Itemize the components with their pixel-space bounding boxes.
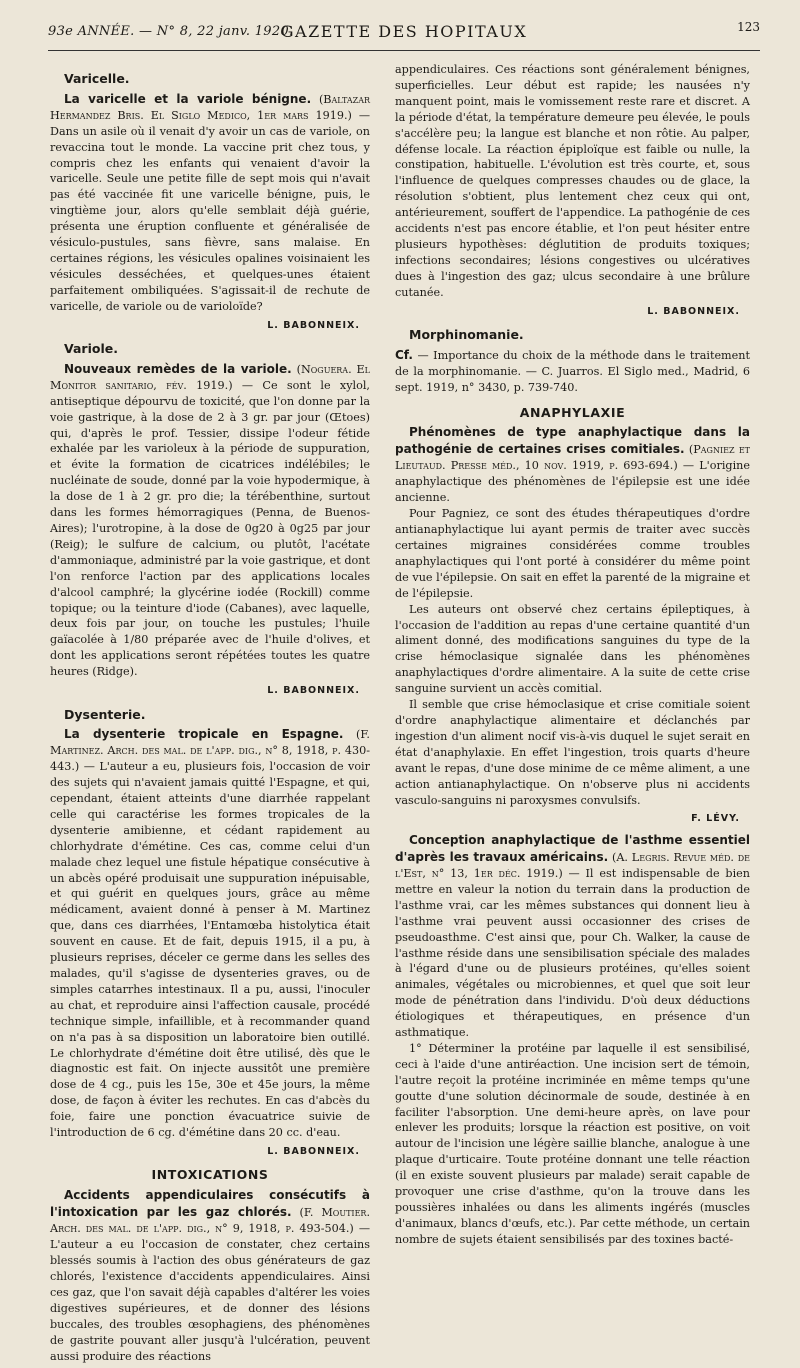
article-variole [50,361,370,680]
section-title-morphinomanie: Morphinomanie. [409,327,524,343]
article-paragraph: Il semble que crise hémoclasique et crise comitiale soient d'ordre anaphylactique alimentaire et déclanchés par ingestion d'un aliment nocif vis-à-vis duquel le sujet serait en état d'anaphylaxie. En effet l'ingestion, trois quarts d'heure avant le repas, d'une dose minime de ce même aliment, a une action antianaphylactique. On n'observe plus ni accidents vasculo-sanguins ni paroxysmes convulsifs. [395,698,750,807]
article-lead: Nouveaux remèdes de la variole. [64,361,292,376]
article-dysenterie [50,726,370,1141]
cf-entry [395,347,750,396]
article-lead: La dysenterie tropicale en Espagne. [64,727,344,742]
page-number: 123 [737,20,760,34]
article-reference: (Baltazar Hermandez Bris. El Siglo Medico, 1er mars 1919.) [50,92,370,122]
cf-text: — Importance du choix de la méthode dans le traitement de la morphinomanie. — C. Juarros. El Siglo med., Madrid, 6 sept. 1919, n° 3430, p. 739-740. [395,348,750,394]
article-signature: F. LÉVY. [691,813,740,825]
cf-label: Cf. [395,347,413,362]
article-intoxications [50,1187,370,1364]
section-title-dysenterie: Dysenterie. [64,706,146,722]
article-lead: Conception anaphylactique de l'asthme essentiel d'après les travaux américains. [395,832,750,864]
article-body: — Il est indispensable de bien mettre en valeur la notion du terrain dans la production de l'asthme vrai, car les mêmes substances qui donnent lieu à l'asthme vrai peuvent aussi occasionner des crises de pseudoasthme. C'est ainsi que, pour Ch. Walker, la cause de l'asthme réside dans une sensibilisation spéciale des malades à l'égard d'une ou de plusieurs protéines, qu'elles soient animales, végétales ou microbiennes, et quel que soit leur mode de pénétration dans l'individu. D'où deux déductions étiologiques et thérapeutiques, en présence d'un asthmatique. [395,866,750,1040]
article-body: — Ce sont le xylol, antiseptique dépourvu de toxicité, que l'on donne par la voie gastrique, à la dose de 2 à 3 gr. par jour (Œtoes) qui, d'après le prof. Tessier, dissipe l'odeur fétide exhalée par les varioleux à la période de suppuration, et évite la formation de cicatrices indélébiles; le nucléinate de soude, donné par la voie hypodermique, à la dose de 1 à 2 gr. pro die; la térébenthine, surtout dans les formes hémorragiques (Penna, de Buenos-Aires); l'urotropine, à la dose de 0g20 à 0g25 par jour (Reig); le sulfure de calcium, ou plutôt, l'acétate d'ammoniaque, administré par la voie gastrique, et dont l'on renforce l'action par des applications locales d'alcool camphré; la glycérine iodée (Rockill) comme topique; ou la teinture d'iode (Cabanes), avec laquelle, deux fois par jour, on touche les pustules; l'huile gaïacolée à 1/80 préparée avec de l'huile d'olives, et dont les applications seront répétées toutes les quatre heures (Ridge). [50,378,370,679]
article-reference: (F. Martinez. Arch. des mal. de l'app. dig., n° 8, 1918, p. 430-443.) [50,728,370,774]
article-signature: L. BABONNEIX. [267,319,360,331]
article-reference: (Pagniez et Lieutaud. Presse méd., 10 nov. 1919, p. 693-694.) [395,443,750,473]
article-body: — L'auteur a eu, plusieurs fois, l'occasion de voir des sujets qui n'avaient jamais quitté l'Espagne, et qui, cependant, étaient atteints d'une diarrhée rappelant celle qui caractérise les formes tropicales de la dysenterie amibienne, et cédant rapidement au chlorhydrate d'émétine. Ces cas, comme celui d'un malade chez lequel une fistule hépatique consécutive à un abcès opéré produisait une suppuration inépuisable, et qui guérit en quelques jours, grâce au même médicament, avaient donné à penser à M. Martinez que, dans ces diarrhées, l'Entamœba histolytica était souvent en cause. Et de fait, depuis 1915, il a pu, à plusieurs reprises, déceler ce germe dans les selles des malades, qu'il s'agisse de dysenteries graves, ou de simples catarrhes intestinaux. Il a pu, aussi, l'inoculer au chat, et reproduire ainsi l'affection causale, procédé technique simple, infaillible, et à recommander quand on n'a pas à sa disposition un laboratoire bien outillé. Le chlorhydrate d'émétine doit être utilisé, dès que le diagnostic est fait. On injecte aussitôt une première dose de 4 cg., puis les 15e, 30e et 45e jours, la même dose, de façon à éviter les rechutes. En cas d'abcès du foie, faire une ponction évacuatrice suivie de l'introduction de 6 cg. d'émétine dans 20 cc. d'eau. [50,760,370,1140]
section-title-varicelle: Varicelle. [64,71,130,86]
section-title-intoxications: INTOXICATIONS [151,1167,269,1183]
article-reference: (A. Legris. Revue méd. de l'Est, n° 13, 1er déc. 1919.) [395,850,751,880]
article-anaphylaxie-2 [395,832,750,1248]
article-paragraph: 1° Déterminer la protéine par laquelle il est sensibilisé, ceci à l'aide d'une antiréaction. Une incision sert de témoin, l'autre reçoit la protéine incriminée en même temps qu'une goutte d'une solution décinormale de soude, destinée à en faciliter l'absorption. Une demi-heure après, on lave pour enlever les produits; lorsque la réaction est positive, on voit autour de l'incision une légère saillie blanche, analogue à une plaque d'urticaire. Toute protéine donnant une telle réaction (il en existe souvent plusieurs par malade) serait capable de provoquer une crise d'asthme, qu'on la trouve dans les poussières inhalées ou dans les aliments ingérés (muscles d'animaux, blancs d'œufs, etc.). Par cette méthode, un certain nombre de sujets étaient sensibilisés par des toxines bacté- [395,1041,750,1246]
article-lead: La varicelle et la variole bénigne. [64,91,312,106]
article-body: — L'auteur a eu l'occasion de constater, chez certains blessés soumis à l'action des obus générateurs de gaz chlorés, l'existence d'accidents appendiculaires. Ainsi ces gaz, que l'on savait déjà capables d'altérer les voies digestives supérieures, et de donner des lésions buccales, des troubles œsophagiens, des phénomènes de gastrite pouvant aller jusqu'à l'ulcération, peuvent aussi produire des réactions [50,1222,370,1363]
article-body: appendiculaires. Ces réactions sont généralement bénignes, superficielles. Leur début est rapide; les nausées n'y manquent point, mais le vomissement reste rare et discret. A la période d'état, la température demeure peu élevée, le pouls s'accélère peu; la langue est blanche et non rôtie. Au palper, défense locale. La réaction épiploïque est faible ou nulle, la constipation, habituelle. L'évolution est très courte, et, sous l'influence de quelques compresses chaudes ou de glace, la résolution s'obtient, plus lentement chez ceux qui ont, antérieurement, souffert de l'appendice. La pathogénie de ces accidents n'est pas encore établie, et l'on peut hésiter entre plusieurs hypothèses: déglutition de produits toxiques; infections secondaires; lésions congestives ou ulcératives dues à l'ingestion des gaz; ulcus secondaire à une brûlure cutanée. [395,63,750,299]
article-paragraph: Les auteurs ont observé chez certains épileptiques, à l'occasion de l'addition au repas d'une certaine quantité d'un aliment donné, des modifications sanguines du type de la crise hémoclasique signalée dans les phénomènes anaphylactiques d'ordre alimentaire. A la suite de cette crise sanguine survient un accès comitial. [395,602,750,696]
article-varicelle [50,91,370,315]
article-signature: L. BABONNEIX. [267,685,360,697]
article-anaphylaxie-1 [395,424,750,808]
article-body: — L'origine anaphylactique des phénomènes de l'épilepsie est une idée ancienne. [395,459,750,505]
article-signature: L. BABONNEIX. [267,1145,360,1157]
article-reference: (Noguera. El Monitor sanitario, fév. 1919.) [50,362,370,392]
article-paragraph: Pour Pagniez, ce sont des études thérapeutiques d'ordre antianaphylactique lui ayant permis de traiter avec succès certaines migraines considérées comme troubles anaphylactiques qui l'ont porté à considérer du même point de vue l'épilepsie. On sait en effet la parenté de la migraine et de l'épilepsie. [395,507,750,600]
article-lead: Phénomènes de type anaphylactique dans la pathogénie de certaines crises comitiales. [395,425,750,457]
right-column [395,62,750,1252]
issue-info: 93e ANNÉE. — N° 8, 22 janv. 1920. [48,24,294,39]
section-title-anaphylaxie: ANAPHYLAXIE [519,404,626,420]
page-header [48,16,760,46]
article-body: — Dans un asile où il venait d'y avoir un cas de variole, on revaccina tout le monde. La vaccine prit chez tous, y compris chez les enfants qui venaient d'avoir la varicelle. Seule une petite fille de sept mois qui n'avait pas été vaccinée fit une varicelle bénigne, puis, le vingtième jour, alors qu'elle semblait déjà guérie, présenta une éruption confluente et généralisée de vésiculo-pustules, sans fièvre, sans malaise. En certaines régions, les vésicules opalines voisinaient les vésicules desséchées, et quelques-unes étaient parfaitement ombiliquées. S'agissait-il de rechute de varicelle, de variole ou de varioloïde? [50,108,370,313]
left-column [50,62,370,1368]
article-intoxications-continued [395,62,750,301]
journal-title: GAZETTE DES HOPITAUX [280,22,528,41]
header-rule [48,50,760,51]
article-lead: Accidents appendiculaires consécutifs à l'intoxication par les gaz chlorés. [50,1188,370,1220]
article-signature: L. BABONNEIX. [647,305,740,317]
section-title-variole: Variole. [64,341,118,357]
article-reference: (F. Moutier. Arch. des mal. de l'app. dig., n° 9, 1918, p. 493-504.) [50,1206,370,1236]
